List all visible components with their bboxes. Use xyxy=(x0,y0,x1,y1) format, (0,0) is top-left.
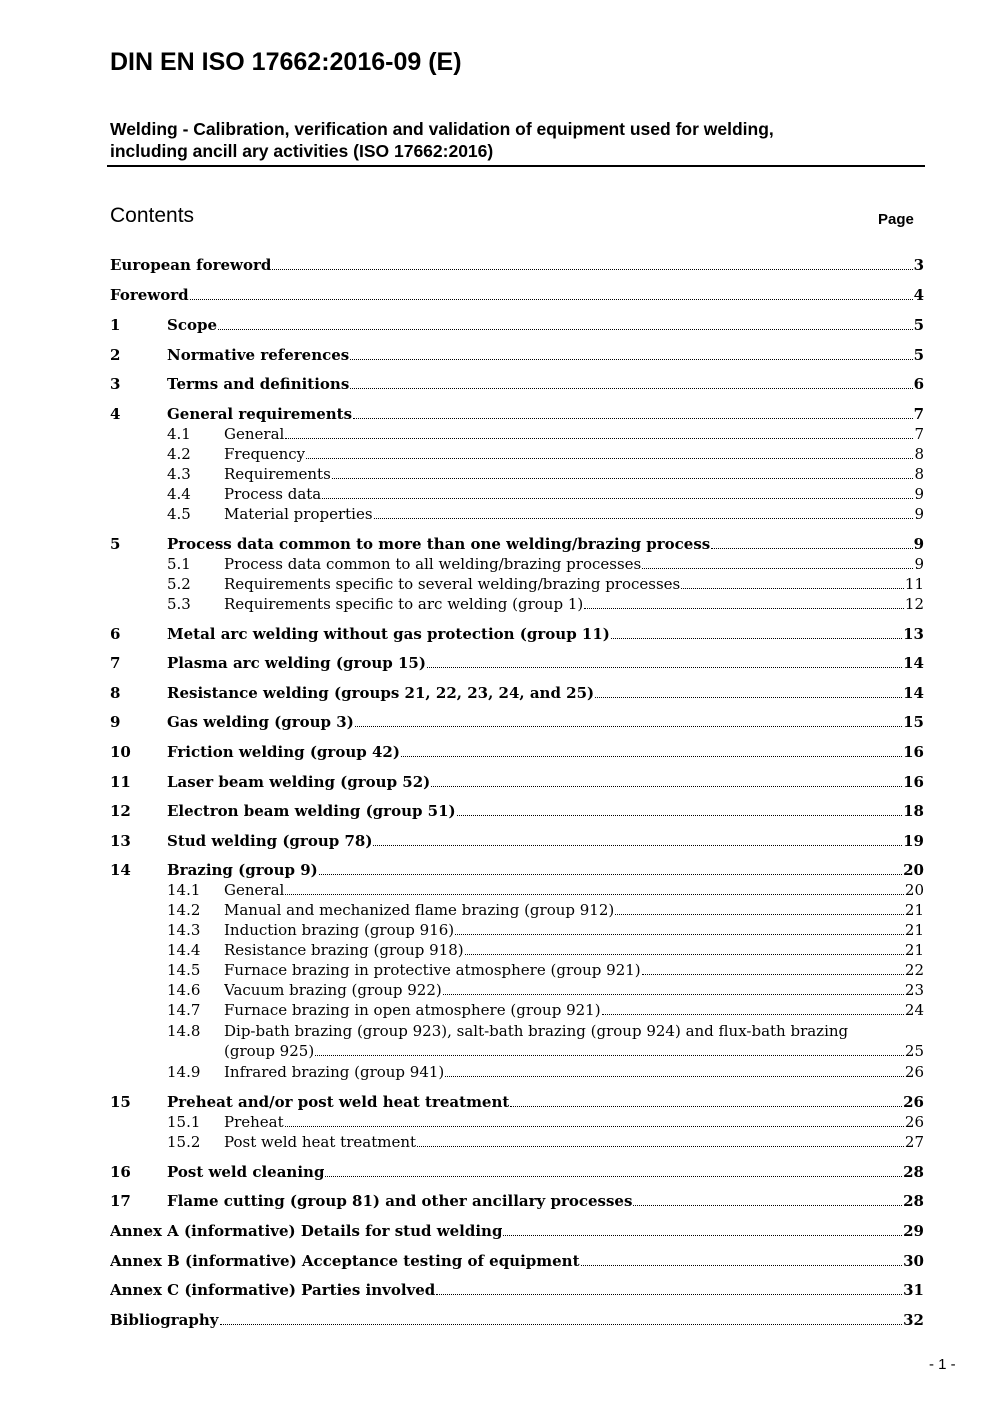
toc-entry-title: European foreword xyxy=(110,256,272,274)
toc-entry[interactable] xyxy=(110,255,924,275)
toc-entry-title: General xyxy=(224,425,285,443)
document-title-line-1: Welding - Calibration, verification and validation of equipment used for welding, xyxy=(110,119,774,139)
dot-leader xyxy=(220,1324,903,1325)
toc-entry-title: Frequency xyxy=(224,445,306,463)
toc-entry-page: 9 xyxy=(914,485,924,503)
toc-entry-page: 21 xyxy=(904,941,924,959)
toc-entry-title: General requirements xyxy=(167,405,353,423)
dot-leader xyxy=(503,1235,902,1236)
toc-entry-number: 5 xyxy=(110,535,121,553)
toc-entry-number: 14.8 xyxy=(167,1022,201,1040)
toc-entry-page: 28 xyxy=(903,1163,924,1181)
toc-entry-page: 9 xyxy=(914,505,924,523)
toc-entry-page: 21 xyxy=(904,921,924,939)
toc-entry-page: 8 xyxy=(914,445,924,463)
toc-entry[interactable] xyxy=(110,374,924,394)
toc-entry-page: 19 xyxy=(903,832,924,850)
toc-entry-title: Bibliography xyxy=(110,1311,219,1329)
dot-leader xyxy=(457,815,902,816)
toc-entry-title: Requirements specific to arc welding (group 1) xyxy=(224,595,584,613)
toc-entry-page: 23 xyxy=(904,981,924,999)
dot-leader xyxy=(615,914,904,915)
toc-entry-title: Requirements xyxy=(224,465,331,483)
toc-entry-number: 4.2 xyxy=(167,445,191,463)
toc-entry-number: 8 xyxy=(110,684,121,702)
toc-entry[interactable] xyxy=(110,831,924,851)
dot-leader xyxy=(642,974,904,975)
toc-entry-title: General xyxy=(224,881,285,899)
toc-entry-page: 7 xyxy=(913,405,924,423)
toc-entry-number: 4.1 xyxy=(167,425,191,443)
toc-entry-title: Furnace brazing in protective atmosphere (group 921) xyxy=(224,961,641,979)
toc-entry-page: 3 xyxy=(913,256,924,274)
toc-entry-page: 14 xyxy=(903,684,924,702)
toc-entry-title: Induction brazing (group 916) xyxy=(224,921,455,939)
toc-entry[interactable] xyxy=(110,1162,924,1182)
toc-entry-title: Friction welding (group 42) xyxy=(167,743,400,761)
toc-entry-page: 5 xyxy=(913,316,924,334)
toc-entry-page: 13 xyxy=(903,625,924,643)
toc-entry[interactable] xyxy=(110,1112,924,1132)
dot-leader xyxy=(306,458,913,459)
toc-entry-title: Flame cutting (group 81) and other ancillary processes xyxy=(167,1192,633,1210)
toc-entry-number: 14.4 xyxy=(167,941,201,959)
toc-entry-page: 26 xyxy=(904,1113,924,1131)
toc-entry-title: Gas welding (group 3) xyxy=(167,713,354,731)
toc-entry[interactable] xyxy=(110,1310,924,1330)
toc-entry-page: 9 xyxy=(914,555,924,573)
toc-entry-page: 20 xyxy=(904,881,924,899)
toc-entry[interactable] xyxy=(110,1132,924,1152)
toc-entry-page: 15 xyxy=(903,713,924,731)
toc-entry-number: 4.3 xyxy=(167,465,191,483)
dot-leader xyxy=(602,1014,904,1015)
toc-entry-page: 7 xyxy=(914,425,924,443)
toc-entry[interactable] xyxy=(110,1062,924,1082)
toc-entry-title: Laser beam welding (group 52) xyxy=(167,773,431,791)
toc-entry[interactable] xyxy=(110,880,924,900)
toc-entry-page: 11 xyxy=(904,575,924,593)
toc-entry-page: 28 xyxy=(903,1192,924,1210)
contents-heading: Contents xyxy=(110,204,195,227)
dot-leader xyxy=(711,548,912,549)
toc-entry-number: 14.5 xyxy=(167,961,201,979)
toc-entry-title: Resistance welding (groups 21, 22, 23, 24, and 25) xyxy=(167,684,595,702)
dot-leader xyxy=(373,845,902,846)
dot-leader xyxy=(315,1055,904,1056)
toc-entry-page: 9 xyxy=(913,535,924,553)
toc-entry-number: 11 xyxy=(110,773,131,791)
toc-entry-number: 14.2 xyxy=(167,901,201,919)
toc-entry-number: 10 xyxy=(110,743,131,761)
toc-entry-title: Manual and mechanized flame brazing (group 912) xyxy=(224,901,615,919)
toc-entry-page: 21 xyxy=(904,901,924,919)
toc-entry[interactable] xyxy=(110,484,924,504)
toc-entry-number: 5.1 xyxy=(167,555,191,573)
toc-entry[interactable] xyxy=(110,653,924,673)
toc-entry-title: Terms and definitions xyxy=(167,375,350,393)
toc-entry-page: 12 xyxy=(904,595,924,613)
toc-entry-page: 27 xyxy=(904,1133,924,1151)
toc-entry[interactable] xyxy=(110,1251,924,1271)
toc-entry[interactable] xyxy=(110,940,924,960)
dot-leader xyxy=(401,756,902,757)
toc-entry-page: 16 xyxy=(903,743,924,761)
toc-entry-number: 12 xyxy=(110,802,131,820)
toc-entry-title: Foreword xyxy=(110,286,189,304)
toc-entry-number: 5.3 xyxy=(167,595,191,613)
toc-entry-number: 3 xyxy=(110,375,121,393)
toc-entry-number: 4.5 xyxy=(167,505,191,523)
toc-entry-page: 32 xyxy=(903,1311,924,1329)
toc-entry-title: Normative references xyxy=(167,346,350,364)
toc-entry-page: 20 xyxy=(903,861,924,879)
toc-entry[interactable] xyxy=(110,1092,924,1112)
dot-leader xyxy=(431,786,902,787)
toc-entry-page: 16 xyxy=(903,773,924,791)
toc-entry[interactable] xyxy=(110,1000,924,1020)
toc-entry[interactable] xyxy=(110,624,924,644)
toc-entry-number: 4 xyxy=(110,405,121,423)
dot-leader xyxy=(322,498,913,499)
toc-entry-page: 25 xyxy=(904,1042,924,1060)
toc-entry-number: 2 xyxy=(110,346,121,364)
page-column-heading: Page xyxy=(878,211,914,228)
page-number-footer: - 1 - xyxy=(929,1356,956,1373)
document-title xyxy=(110,118,925,162)
toc-entry[interactable] xyxy=(110,444,924,464)
toc-entry[interactable] xyxy=(110,772,924,792)
toc-entry-title: Resistance brazing (group 918) xyxy=(224,941,464,959)
toc-entry[interactable] xyxy=(110,683,924,703)
dot-leader xyxy=(325,1176,902,1177)
toc-entry[interactable] xyxy=(110,345,924,365)
dot-leader xyxy=(355,726,902,727)
dot-leader xyxy=(285,438,913,439)
toc-entry-number: 4.4 xyxy=(167,485,191,503)
toc-entry-title: Material properties xyxy=(224,505,373,523)
toc-entry-page: 31 xyxy=(903,1281,924,1299)
toc-entry[interactable] xyxy=(110,534,924,554)
toc-entry[interactable] xyxy=(110,285,924,305)
dot-leader xyxy=(285,1126,904,1127)
toc-entry[interactable] xyxy=(110,315,924,335)
toc-entry[interactable] xyxy=(110,504,924,524)
toc-entry[interactable] xyxy=(110,404,924,424)
toc-entry-number: 15 xyxy=(110,1093,131,1111)
toc-entry[interactable] xyxy=(110,860,924,880)
toc-entry[interactable] xyxy=(110,1221,924,1241)
toc-entry-title: Process data common to all welding/brazing processes xyxy=(224,555,642,573)
toc-entry[interactable] xyxy=(110,594,924,614)
toc-entry-number: 13 xyxy=(110,832,131,850)
toc-entry[interactable] xyxy=(110,574,924,594)
toc-entry-number: 15.1 xyxy=(167,1113,201,1131)
toc-entry[interactable] xyxy=(110,1280,924,1300)
toc-entry-title-continued: (group 925) xyxy=(224,1042,315,1060)
dot-leader xyxy=(510,1106,902,1107)
dot-leader xyxy=(319,874,902,875)
dot-leader xyxy=(427,667,902,668)
toc-entry-page: 26 xyxy=(904,1063,924,1081)
toc-entry-title: Infrared brazing (group 941) xyxy=(224,1063,445,1081)
toc-entry-page: 8 xyxy=(914,465,924,483)
toc-entry[interactable] xyxy=(110,712,924,732)
dot-leader xyxy=(417,1146,904,1147)
toc-entry-page: 5 xyxy=(913,346,924,364)
dot-leader xyxy=(595,697,902,698)
toc-entry-title: Metal arc welding without gas protection (group 11) xyxy=(167,625,610,643)
toc-entry-page: 6 xyxy=(913,375,924,393)
toc-entry-title: Stud welding (group 78) xyxy=(167,832,373,850)
toc-entry-title: Vacuum brazing (group 922) xyxy=(224,981,442,999)
dot-leader xyxy=(350,359,912,360)
toc-entry-number: 1 xyxy=(110,316,121,334)
dot-leader xyxy=(332,478,914,479)
toc-entry-number: 16 xyxy=(110,1163,131,1181)
toc-entry-title: Electron beam welding (group 51) xyxy=(167,802,456,820)
toc-entry[interactable] xyxy=(110,742,924,762)
toc-entry-number: 14.1 xyxy=(167,881,201,899)
toc-entry-page: 14 xyxy=(903,654,924,672)
dot-leader xyxy=(611,638,902,639)
toc-entry-title: Annex A (informative) Details for stud welding xyxy=(110,1222,503,1240)
toc-entry-title: Post weld cleaning xyxy=(167,1163,325,1181)
toc-entry-number: 9 xyxy=(110,713,121,731)
toc-entry-number: 14.9 xyxy=(167,1063,201,1081)
dot-leader xyxy=(272,269,912,270)
toc-entry-number: 6 xyxy=(110,625,121,643)
toc-entry-title: Dip-bath brazing (group 923), salt-bath brazing (group 924) and flux-bath brazing xyxy=(224,1022,849,1040)
toc-entry-page: 29 xyxy=(903,1222,924,1240)
toc-entry[interactable] xyxy=(110,920,924,940)
dot-leader xyxy=(350,388,912,389)
toc-entry-title: Annex B (informative) Acceptance testing of equipment xyxy=(110,1252,580,1270)
toc-entry-number: 14.3 xyxy=(167,921,201,939)
toc-entry[interactable] xyxy=(110,900,924,920)
dot-leader xyxy=(584,608,904,609)
toc-entry-number: 7 xyxy=(110,654,121,672)
toc-entry-title: Brazing (group 9) xyxy=(167,861,318,879)
toc-entry-number: 15.2 xyxy=(167,1133,201,1151)
dot-leader xyxy=(681,588,904,589)
dot-leader xyxy=(190,299,913,300)
toc-entry[interactable] xyxy=(110,960,924,980)
toc-entry-page: 22 xyxy=(904,961,924,979)
dot-leader xyxy=(633,1205,902,1206)
document-title-line-2: including ancill ary activities (ISO 17662:2016) xyxy=(110,141,494,161)
toc-entry-title: Requirements specific to several welding/brazing processes xyxy=(224,575,681,593)
toc-entry-page: 30 xyxy=(903,1252,924,1270)
title-divider xyxy=(107,165,925,167)
toc-entry-title: Plasma arc welding (group 15) xyxy=(167,654,426,672)
dot-leader xyxy=(436,1294,902,1295)
toc-entry[interactable] xyxy=(110,424,924,444)
toc-entry-title: Process data xyxy=(224,485,322,503)
toc-entry-page: 24 xyxy=(904,1001,924,1019)
toc-entry-number: 5.2 xyxy=(167,575,191,593)
document-id: DIN EN ISO 17662:2016-09 (E) xyxy=(110,48,462,76)
dot-leader xyxy=(642,568,913,569)
toc-entry-page: 4 xyxy=(913,286,924,304)
dot-leader xyxy=(353,418,913,419)
toc-entry[interactable] xyxy=(110,464,924,484)
toc-entry-title: Process data common to more than one welding/brazing process xyxy=(167,535,711,553)
toc-entry-title: Preheat and/or post weld heat treatment xyxy=(167,1093,510,1111)
dot-leader xyxy=(581,1265,903,1266)
toc-entry[interactable] xyxy=(110,1021,924,1061)
toc-entry[interactable] xyxy=(110,980,924,1000)
dot-leader xyxy=(443,994,904,995)
dot-leader xyxy=(218,329,913,330)
toc-entry-title: Scope xyxy=(167,316,218,334)
toc-entry[interactable] xyxy=(110,1191,924,1211)
toc-entry-title: Furnace brazing in open atmosphere (group 921) xyxy=(224,1001,601,1019)
dot-leader xyxy=(445,1076,904,1077)
dot-leader xyxy=(455,934,904,935)
toc-entry-title: Annex C (informative) Parties involved xyxy=(110,1281,436,1299)
toc-entry-title: Preheat xyxy=(224,1113,284,1131)
toc-entry-number: 17 xyxy=(110,1192,131,1210)
toc-entry-number: 14.6 xyxy=(167,981,201,999)
dot-leader xyxy=(374,518,914,519)
toc-entry-number: 14.7 xyxy=(167,1001,201,1019)
toc-entry-page: 26 xyxy=(903,1093,924,1111)
toc-entry-title: Post weld heat treatment xyxy=(224,1133,417,1151)
toc-entry-page: 18 xyxy=(903,802,924,820)
dot-leader xyxy=(285,894,904,895)
toc-entry[interactable] xyxy=(110,554,924,574)
toc-entry[interactable] xyxy=(110,801,924,821)
dot-leader xyxy=(465,954,904,955)
toc-entry-number: 14 xyxy=(110,861,131,879)
